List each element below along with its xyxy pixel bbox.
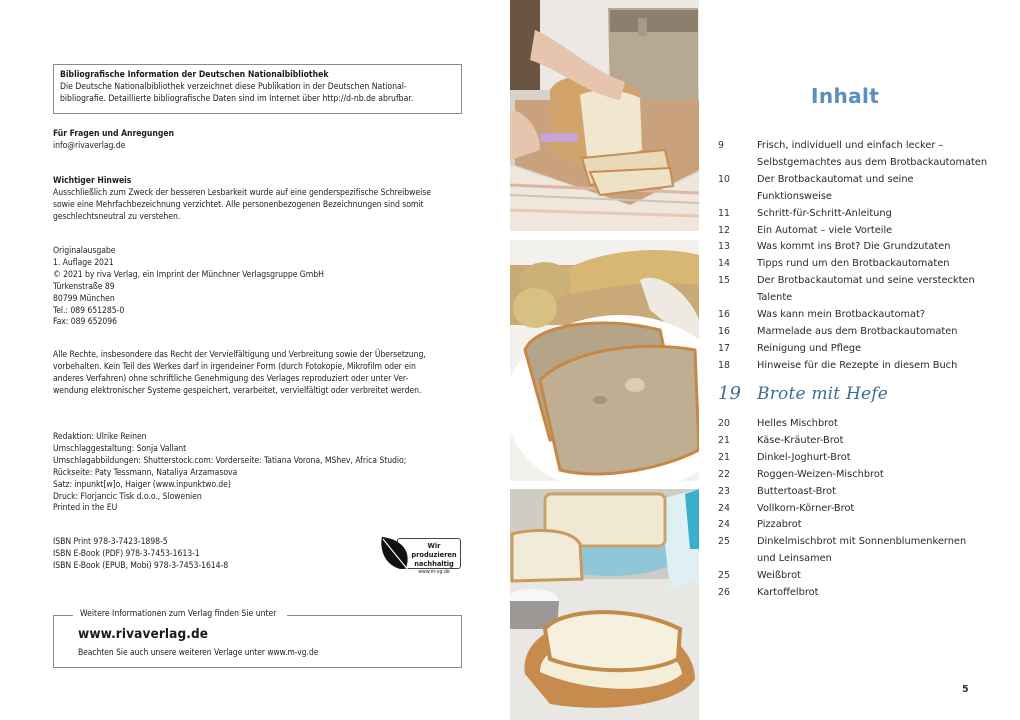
credit-line: Rückseite: Paty Tessmann, Nataliya Arzamasova	[53, 467, 238, 478]
toc-page-number: 16	[718, 309, 730, 321]
bibliographic-title: Bibliografische Information der Deutschen Nationalbibliothek	[60, 70, 329, 80]
contact-email: info@rivaverlag.de	[53, 140, 126, 151]
toc-entry-title: Kartoffelbrot	[757, 587, 819, 599]
toc-entry[interactable]	[718, 568, 988, 585]
publisher-url-link[interactable]: www.rivaverlag.de	[78, 626, 209, 642]
chapter-heading[interactable]	[718, 383, 888, 404]
rights-line: wendung elektronischer Systeme gespeichert, verarbeitet, vervielfältigt oder verbreitet werden.	[53, 385, 422, 396]
toc-entry-title: Buttertoast-Brot	[757, 485, 837, 497]
photo-white-bread-slices	[510, 489, 699, 720]
toc-entry-title: Schritt-für-Schritt-Anleitung	[757, 207, 892, 219]
toc-page-number: 13	[718, 241, 730, 253]
toc-entry[interactable]	[718, 324, 988, 341]
toc-entry[interactable]	[718, 358, 988, 375]
badge-url: www.m-vg.de	[418, 569, 450, 575]
box-border	[287, 615, 462, 616]
edition-line: 1. Auflage 2021	[53, 257, 114, 268]
toc-entry[interactable]	[718, 256, 988, 273]
edition-line: Originalausgabe	[53, 246, 116, 256]
toc-page-number: 24	[718, 502, 730, 514]
edition-line: © 2021 by riva Verlag, ein Imprint der Münchner Verlagsgruppe GmbH	[53, 269, 324, 280]
toc-entry-title: Pizzabrot	[757, 519, 802, 531]
toc-entry-title: Talente	[757, 292, 793, 304]
toc-page-number: 17	[718, 342, 730, 354]
toc-entry[interactable]	[718, 467, 988, 484]
notice-line: geschlechtsneutral zu verstehen.	[53, 211, 181, 222]
edition-line: Fax: 089 652096	[53, 317, 117, 328]
toc-page-number: 11	[718, 207, 730, 219]
toc-entry[interactable]	[718, 307, 988, 324]
contact-section	[53, 129, 174, 153]
photo-slicing-bread	[510, 0, 699, 231]
important-notice	[53, 176, 463, 224]
toc-entry-title: Käse-Kräuter-Brot	[757, 434, 844, 446]
notice-line: Ausschließlich zum Zweck der besseren Lesbarkeit wurde auf eine genderspezifische Schreibweise	[53, 187, 431, 198]
toc-entry-title: Dinkel-Joghurt-Brot	[757, 451, 851, 463]
notice-line: sowie eine Mehrfachbezeichnung verzichtet. Alle personenbezogenen Bezeichnungen sind somit	[53, 199, 424, 210]
credit-line: Satz: inpunkt[w]o, Haiger (www.inpunktwo.de)	[53, 479, 231, 490]
page-number: 5	[962, 684, 969, 695]
web-box-note: Beachten Sie auch unsere weiteren Verlage unter www.m-vg.de	[78, 647, 319, 657]
toc-entry[interactable]	[718, 501, 988, 518]
bibliographic-line: bibliografie. Detaillierte bibliografische Daten sind im Internet über http://d-nb.de abrufbar.	[60, 93, 414, 104]
toc-entry[interactable]	[718, 155, 988, 172]
toc-entry-title: Was kann mein Brotbackautomat?	[757, 309, 926, 321]
toc-page-number: 9	[718, 140, 724, 151]
chapter-title: Brote mit Hefe	[757, 384, 888, 404]
edition-line: 80799 München	[53, 293, 115, 304]
white-bread-image	[510, 489, 699, 720]
toc-entry[interactable]	[718, 223, 988, 240]
toc-entry-title: Reinigung und Pflege	[757, 342, 862, 354]
toc-entry[interactable]	[718, 416, 988, 433]
toc-entry-title: Vollkorn-Körner-Brot	[757, 502, 855, 514]
toc-entry[interactable]	[718, 517, 988, 534]
toc-page-number: 18	[718, 359, 730, 371]
credit-line: Redaktion: Ulrike Reinen	[53, 432, 147, 442]
badge-line: nachhaltig	[414, 559, 454, 568]
sustainability-badge	[379, 535, 462, 575]
intro-entries	[718, 138, 988, 375]
toc-entry[interactable]	[718, 138, 988, 155]
toc-page-number	[718, 551, 757, 568]
bread-plate-image	[510, 240, 699, 481]
photo-bread-slices-plate	[510, 240, 699, 481]
badge-line: Wir produzieren	[411, 541, 457, 559]
toc-entry-title: Der Brotbackautomat und seine versteckten	[757, 275, 975, 287]
toc-entry[interactable]	[718, 484, 988, 501]
toc-page-number	[718, 290, 757, 307]
toc-entry-title: Der Brotbackautomat und seine Funktionsweise	[757, 173, 914, 202]
bread-slicing-image	[510, 0, 699, 231]
rights-line: Alle Rechte, insbesondere das Recht der Vervielfältigung und Verbreitung sowie der Übersetzung,	[53, 350, 426, 360]
notice-title: Wichtiger Hinweis	[53, 176, 132, 186]
edition-line: Türkenstraße 89	[53, 281, 115, 292]
toc-entry[interactable]	[718, 585, 988, 602]
toc-entry-title: Frisch, individuell und einfach lecker –	[757, 140, 944, 151]
leaf-icon	[379, 535, 413, 572]
toc-page-number: 23	[718, 485, 730, 497]
toc-entry[interactable]	[718, 341, 988, 358]
toc-page-number: 25	[718, 570, 730, 582]
toc-entry-title: Selbstgemachtes aus dem Brotbackautomaten	[757, 156, 988, 168]
toc-page-number: 10	[718, 173, 730, 185]
edition-line: Tel.: 089 651285-0	[53, 305, 125, 316]
imprint-page	[0, 0, 508, 720]
toc-entry-title: Roggen-Weizen-Mischbrot	[757, 468, 884, 480]
toc-entry-title: Marmelade aus dem Brotbackautomaten	[757, 325, 958, 337]
toc-entry[interactable]	[718, 290, 988, 307]
toc-page-number	[718, 155, 757, 172]
toc-page-number: 25	[718, 536, 730, 548]
isbn-list	[53, 537, 228, 573]
toc-entry-title: Helles Mischbrot	[757, 418, 838, 429]
isbn-line: ISBN Print 978-3-7423-1898-5	[53, 537, 168, 547]
rights-notice	[53, 350, 463, 398]
toc-entry[interactable]	[718, 551, 988, 568]
toc-entry[interactable]	[718, 433, 988, 450]
toc-page-number: 26	[718, 587, 730, 599]
table-of-contents	[718, 0, 998, 720]
toc-page-number: 24	[718, 519, 730, 531]
contents-title: Inhalt	[811, 84, 880, 108]
rights-line: anderes Verfahren) ohne schriftliche Genehmigung des Verlages reproduziert oder unter Ver-	[53, 373, 409, 384]
toc-page-number: 15	[718, 275, 730, 287]
toc-entry[interactable]	[718, 450, 988, 467]
toc-entry[interactable]	[718, 534, 988, 551]
toc-entry[interactable]	[718, 239, 988, 256]
bibliographic-line: Die Deutsche Nationalbibliothek verzeichnet diese Publikation in der Deutschen National-	[60, 81, 407, 92]
edition-info	[53, 246, 324, 329]
credit-line: Druck: Florjancic Tisk d.o.o., Slowenien	[53, 491, 202, 502]
toc-page-number: 21	[718, 451, 730, 463]
isbn-line: ISBN E-Book (EPUB, Mobi) 978-3-7453-1614-8	[53, 560, 229, 571]
bibliographic-info-box	[53, 64, 462, 114]
toc-page-number: 14	[718, 258, 730, 270]
contact-title: Für Fragen und Anregungen	[53, 129, 174, 139]
toc-page-number: 21	[718, 434, 730, 446]
toc-page-number: 16	[718, 325, 730, 337]
toc-entry-title: Weißbrot	[757, 570, 801, 582]
web-box-legend: Weitere Informationen zum Verlag finden Sie unter	[80, 609, 277, 619]
toc-entry-title: und Leinsamen	[757, 553, 832, 565]
chapter-page-number: 19	[718, 383, 741, 404]
toc-entry-title: Was kommt ins Brot? Die Grundzutaten	[757, 241, 951, 253]
credit-line: Printed in the EU	[53, 503, 118, 514]
toc-entry-title: Dinkelmischbrot mit Sonnenblumenkernen	[757, 536, 967, 548]
publisher-web-box	[53, 609, 462, 668]
toc-entry[interactable]	[718, 206, 988, 223]
isbn-line: ISBN E-Book (PDF) 978-3-7453-1613-1	[53, 548, 200, 559]
toc-page-number: 22	[718, 468, 730, 480]
toc-entry-title: Ein Automat – viele Vorteile	[757, 224, 893, 236]
toc-page-number: 20	[718, 418, 730, 429]
toc-page-number: 12	[718, 224, 730, 236]
box-border	[53, 615, 73, 616]
toc-entry[interactable]	[718, 273, 988, 290]
credit-line: Umschlagabbildungen: Shutterstock.com: Vorderseite: Tatiana Vorona, MShev, Africa Studio;	[53, 455, 407, 466]
chapter-entries	[718, 416, 988, 602]
toc-entry-title: Hinweise für die Rezepte in diesem Buch	[757, 359, 958, 371]
toc-entry-title: Tipps rund um den Brotbackautomaten	[757, 258, 950, 270]
toc-entry[interactable]	[718, 172, 988, 206]
rights-line: vorbehalten. Kein Teil des Werkes darf in irgendeiner Form (durch Fotokopie, Mikrofilm oder ein	[53, 361, 416, 372]
credits	[53, 432, 406, 515]
credit-line: Umschlaggestaltung: Sonja Vallant	[53, 443, 187, 454]
